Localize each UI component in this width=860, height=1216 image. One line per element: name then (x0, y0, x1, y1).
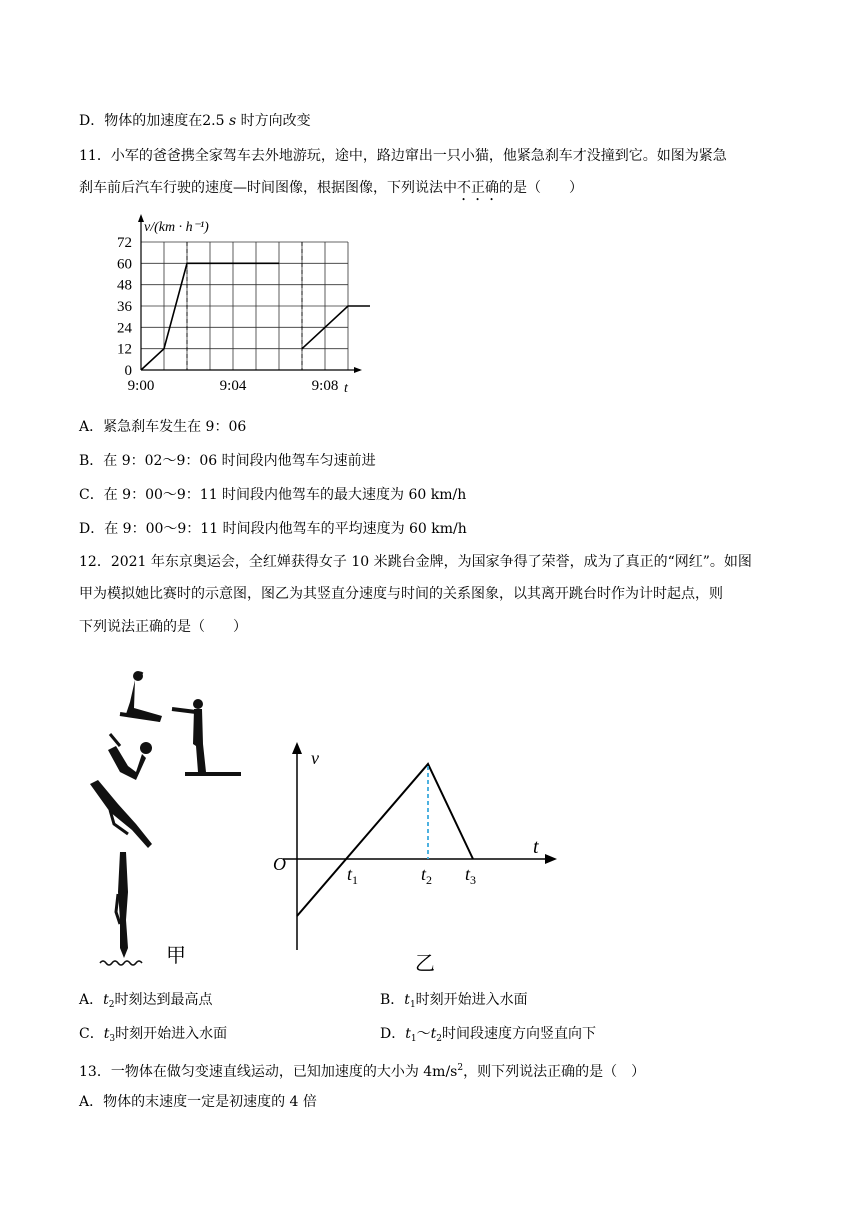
q11-option-b: B．在 9：02～9：06 时间段内他驾车匀速前进 (79, 453, 376, 469)
q11-series (141, 263, 370, 370)
vt-graph-yi (265, 738, 575, 978)
vt-t1-label: $t_1$ (347, 864, 359, 887)
q11-y-tick-label: 12 (117, 341, 132, 358)
q13-option-a: A．物体的末速度一定是初速度的 4 倍 (79, 1094, 317, 1110)
q11-y-tick-label: 24 (117, 320, 132, 337)
q10-option-d (79, 111, 311, 131)
vt-t3-label: $t_3$ (465, 864, 477, 887)
q11-x-tick-label: 9:04 (219, 378, 247, 394)
q11-axes (138, 214, 362, 373)
q11-option-d: D．在 9：00～9：11 时间段内他驾车的平均速度为 60 km/h (79, 521, 467, 537)
q12-option-d: D．$t_1\sim t_2$时间段速度方向竖直向下 (380, 1026, 596, 1044)
fig-jia-label: 甲 (166, 945, 186, 967)
vt-origin-label: O (273, 854, 286, 874)
q11-y-tick-label: 60 (117, 256, 132, 273)
q10-option-d-text: D．物体的加速度在2.5 (79, 113, 229, 129)
q11-speed-time-graph (100, 210, 370, 402)
q11-y-tick-label: 48 (117, 277, 132, 294)
q12-stem-line1: 12．2021 年东京奥运会，全红婵获得女子 10 米跳台金牌，为国家争得了荣誉，成为了真正的“网红”。如图 (79, 554, 752, 570)
q11-x-arrow (354, 367, 362, 373)
q11-grid (141, 242, 348, 370)
q11-y-tick-label: 36 (117, 299, 132, 315)
q11-stem-line1: 11．小军的爸爸携全家驾车去外地游玩，途中，路边窜出一只小猫，他紧急刹车才没撞到它。如图为紧急 (79, 148, 727, 164)
diver-silhouettes (90, 671, 241, 965)
q11-x-tick-label: 9:08 (311, 378, 339, 394)
vt-velocity-line (297, 764, 473, 916)
vt-v-label: v (311, 748, 319, 768)
q11-stem-emphasis: 不正确 (457, 180, 499, 196)
q12-stem-line3: 下列说法正确的是（ ） (79, 619, 247, 635)
q10-option-d-tail: 时方向改变 (236, 113, 311, 129)
q11-y-tick-label: 72 (117, 235, 132, 251)
q11-option-a: A．紧急刹车发生在 9：06 (79, 419, 247, 435)
q11-stem-text: 刹车前后汽车行驶的速度—时间图像，根据图像，下列说法中 (79, 180, 457, 196)
vt-t-label: t (533, 836, 539, 858)
q12-option-c: C．$t_3$时刻开始进入水面 (79, 1026, 228, 1044)
diver-figure-jia (80, 662, 280, 974)
q12-option-b: B．$t_1$时刻开始进入水面 (380, 992, 528, 1010)
vt-t2-label: $t_2$ (421, 864, 433, 887)
q11-option-c: C．在 9：00～9：11 时间段内他驾车的最大速度为 60 km/h (79, 487, 467, 503)
q13-stem: 13．一物体在做匀变速直线运动，已知加速度的大小为 $4m/s^2$，则下列说法正确的是（ ） (79, 1063, 646, 1080)
fig-yi-label: 乙 (415, 953, 435, 975)
q11-x-axis-label: t (344, 381, 348, 396)
q11-stem-tail: 的是（ ） (499, 180, 583, 196)
q11-x-tick-label: 9:00 (127, 378, 155, 394)
q12-stem-line2: 甲为模拟她比赛时的示意图，图乙为其竖直分速度与时间的关系图象，以其离开跳台时作为计时起点，则 (79, 586, 723, 602)
q11-y-tick-label: 0 (124, 363, 132, 379)
q11-y-axis-label: v/(km · h⁻¹) (144, 220, 209, 235)
q11-stem-line2 (79, 178, 583, 204)
q10-option-d-unit: s (228, 113, 237, 129)
q12-option-a: A．$t_2$时刻达到最高点 (79, 992, 213, 1010)
